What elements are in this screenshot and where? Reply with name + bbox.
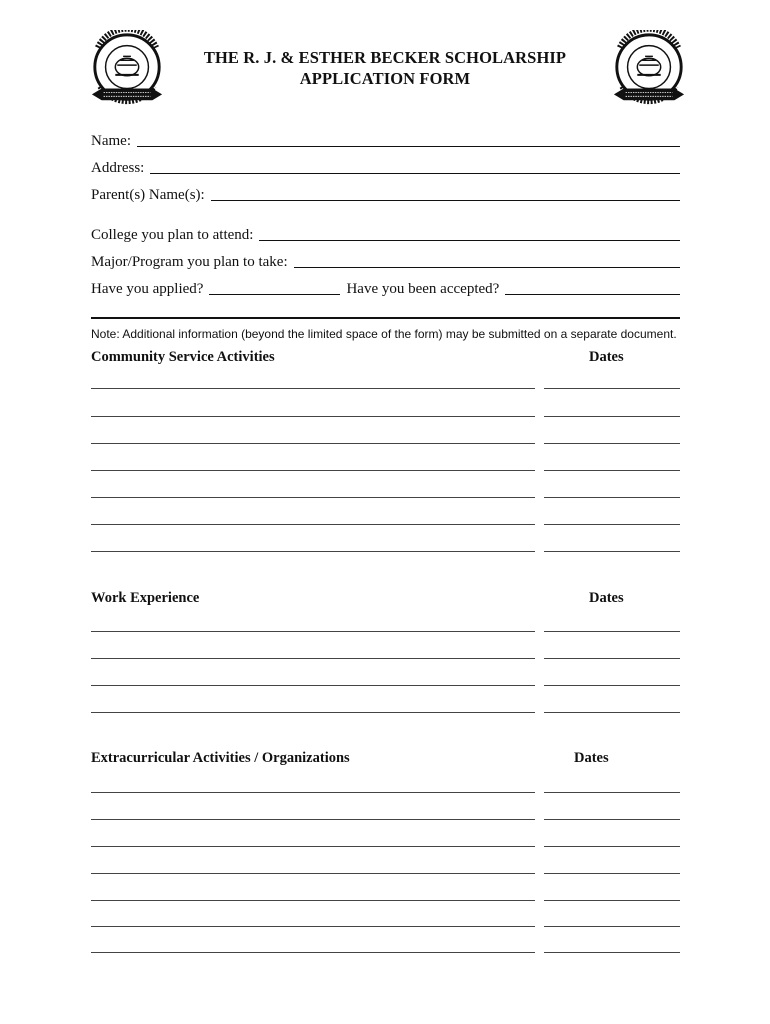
dates-line[interactable] — [544, 631, 680, 632]
activity-line[interactable] — [91, 416, 535, 417]
extracurricular-dates-heading: Dates — [574, 750, 609, 766]
dates-line[interactable] — [544, 551, 680, 552]
activity-line[interactable] — [91, 658, 535, 659]
activity-line[interactable] — [91, 712, 535, 713]
title-line-1: THE R. J. & ESTHER BECKER SCHOLARSHIP — [203, 48, 567, 67]
dates-line[interactable] — [544, 470, 680, 471]
address-input-line[interactable] — [150, 173, 680, 174]
activity-line[interactable] — [91, 792, 535, 793]
activity-line[interactable] — [91, 846, 535, 847]
activity-line[interactable] — [91, 873, 535, 874]
address-field[interactable] — [91, 157, 680, 177]
activity-line[interactable] — [91, 443, 535, 444]
community-service-heading: Community Service Activities — [91, 349, 275, 365]
activity-line[interactable] — [91, 497, 535, 498]
applied-label: Have you applied? — [91, 281, 204, 297]
dates-line[interactable] — [544, 900, 680, 901]
accepted-input-line[interactable] — [505, 294, 680, 295]
college-label: College you plan to attend: — [91, 227, 254, 243]
college-input-line[interactable] — [259, 240, 680, 241]
activity-line[interactable] — [91, 819, 535, 820]
address-label: Address: — [91, 160, 145, 176]
title-line-2: APPLICATION FORM — [299, 69, 471, 88]
activity-line[interactable] — [91, 926, 535, 927]
foundation-seal-logo-right — [610, 30, 688, 108]
dates-line[interactable] — [544, 658, 680, 659]
work-dates-heading: Dates — [589, 590, 624, 606]
applied-input-line[interactable] — [209, 294, 340, 295]
dates-line[interactable] — [544, 873, 680, 874]
dates-line[interactable] — [544, 388, 680, 389]
applied-accepted-field[interactable] — [91, 278, 680, 298]
major-label: Major/Program you plan to take: — [91, 254, 288, 270]
activity-line[interactable] — [91, 900, 535, 901]
activity-line[interactable] — [91, 524, 535, 525]
dates-line[interactable] — [544, 497, 680, 498]
dates-line[interactable] — [544, 712, 680, 713]
activity-line[interactable] — [91, 952, 535, 953]
activity-line[interactable] — [91, 685, 535, 686]
name-input-line[interactable] — [137, 146, 680, 147]
parents-field[interactable] — [91, 184, 680, 204]
major-input-line[interactable] — [294, 267, 680, 268]
form-title — [150, 47, 620, 89]
activity-line[interactable] — [91, 551, 535, 552]
work-experience-heading: Work Experience — [91, 590, 200, 606]
note-text: Note: Additional information (beyond the limited space of the form) may be submitted on a separate document. — [91, 327, 677, 341]
name-label: Name: — [91, 133, 131, 149]
dates-line[interactable] — [544, 685, 680, 686]
parents-label: Parent(s) Name(s): — [91, 187, 205, 203]
dates-line[interactable] — [544, 846, 680, 847]
dates-line[interactable] — [544, 819, 680, 820]
dates-line[interactable] — [544, 416, 680, 417]
activity-line[interactable] — [91, 470, 535, 471]
name-field[interactable] — [91, 130, 680, 150]
dates-line[interactable] — [544, 952, 680, 953]
dates-line[interactable] — [544, 792, 680, 793]
community-dates-heading: Dates — [589, 349, 624, 365]
extracurricular-heading: Extracurricular Activities / Organizations — [91, 750, 350, 766]
dates-line[interactable] — [544, 524, 680, 525]
major-field[interactable] — [91, 251, 680, 271]
parents-input-line[interactable] — [211, 200, 680, 201]
accepted-label: Have you been accepted? — [346, 281, 500, 297]
dates-line[interactable] — [544, 443, 680, 444]
activity-line[interactable] — [91, 388, 535, 389]
college-field[interactable] — [91, 224, 680, 244]
dates-line[interactable] — [544, 926, 680, 927]
activity-line[interactable] — [91, 631, 535, 632]
section-divider — [91, 317, 680, 319]
